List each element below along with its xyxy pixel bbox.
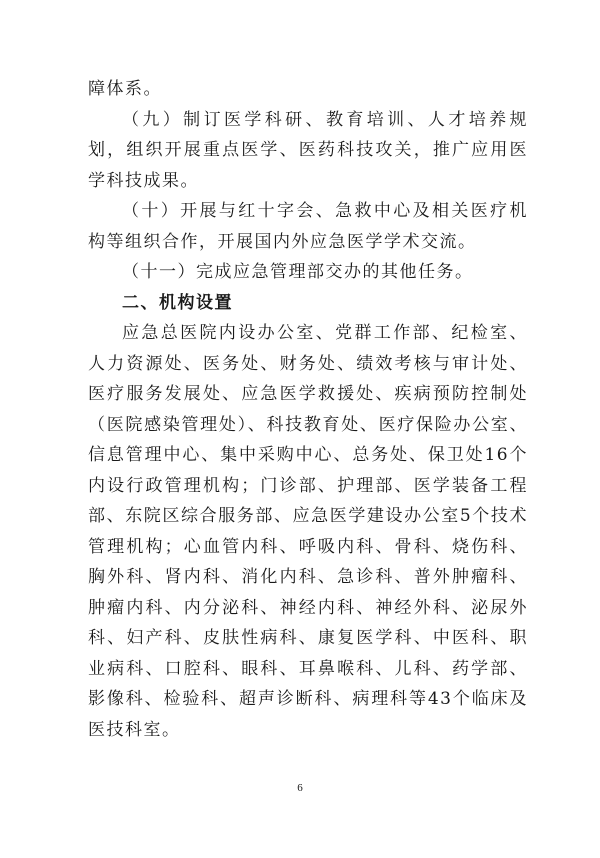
paragraph-item-9: （九）制订医学科研、教育培训、人才培养规划，组织开展重点医学、医药科技攻关，推广应用医学科技成果。: [88, 109, 528, 191]
paragraph-item-10: （十）开展与红十字会、急救中心及相关医疗机构等组织合作，开展国内外应急医学学术交流。: [88, 201, 528, 252]
section-heading: 二、机构设置: [122, 292, 233, 313]
page-number: 6: [297, 782, 303, 794]
section-body-paragraph: 应急总医院内设办公室、党群工作部、纪检室、人力资源处、医务处、财务处、绩效考核与审计处、医疗服务发展处、应急医学救援处、疾病预防控制处（医院感染管理处）、科技教育处、医疗保险办公室、信息管理中心、集中采购中心、总务处、保卫处16个内设行政管理机构；门诊部、护理部、医学装备工程部、东院区综合服务部、应急医学建设办公室5个技术管理机构；心血管内科、呼吸内科、骨科、烧伤科、胸外科、肾内科、消化内科、急诊科、普外肿瘤科、肿瘤内科、内分泌科、神经内科、神经外科、泌尿外科、妇产科、皮肤性病科、康复医学科、中医科、职业病科、口腔科、眼科、耳鼻喉科、儿科、药学部、影像科、检验科、超声诊断科、病理科等43个临床及医技科室。: [88, 323, 528, 740]
paragraph-item-11: （十一）完成应急管理部交办的其他任务。: [122, 262, 474, 282]
document-body: [88, 74, 528, 745]
paragraph-continuation: 障体系。: [88, 79, 162, 99]
